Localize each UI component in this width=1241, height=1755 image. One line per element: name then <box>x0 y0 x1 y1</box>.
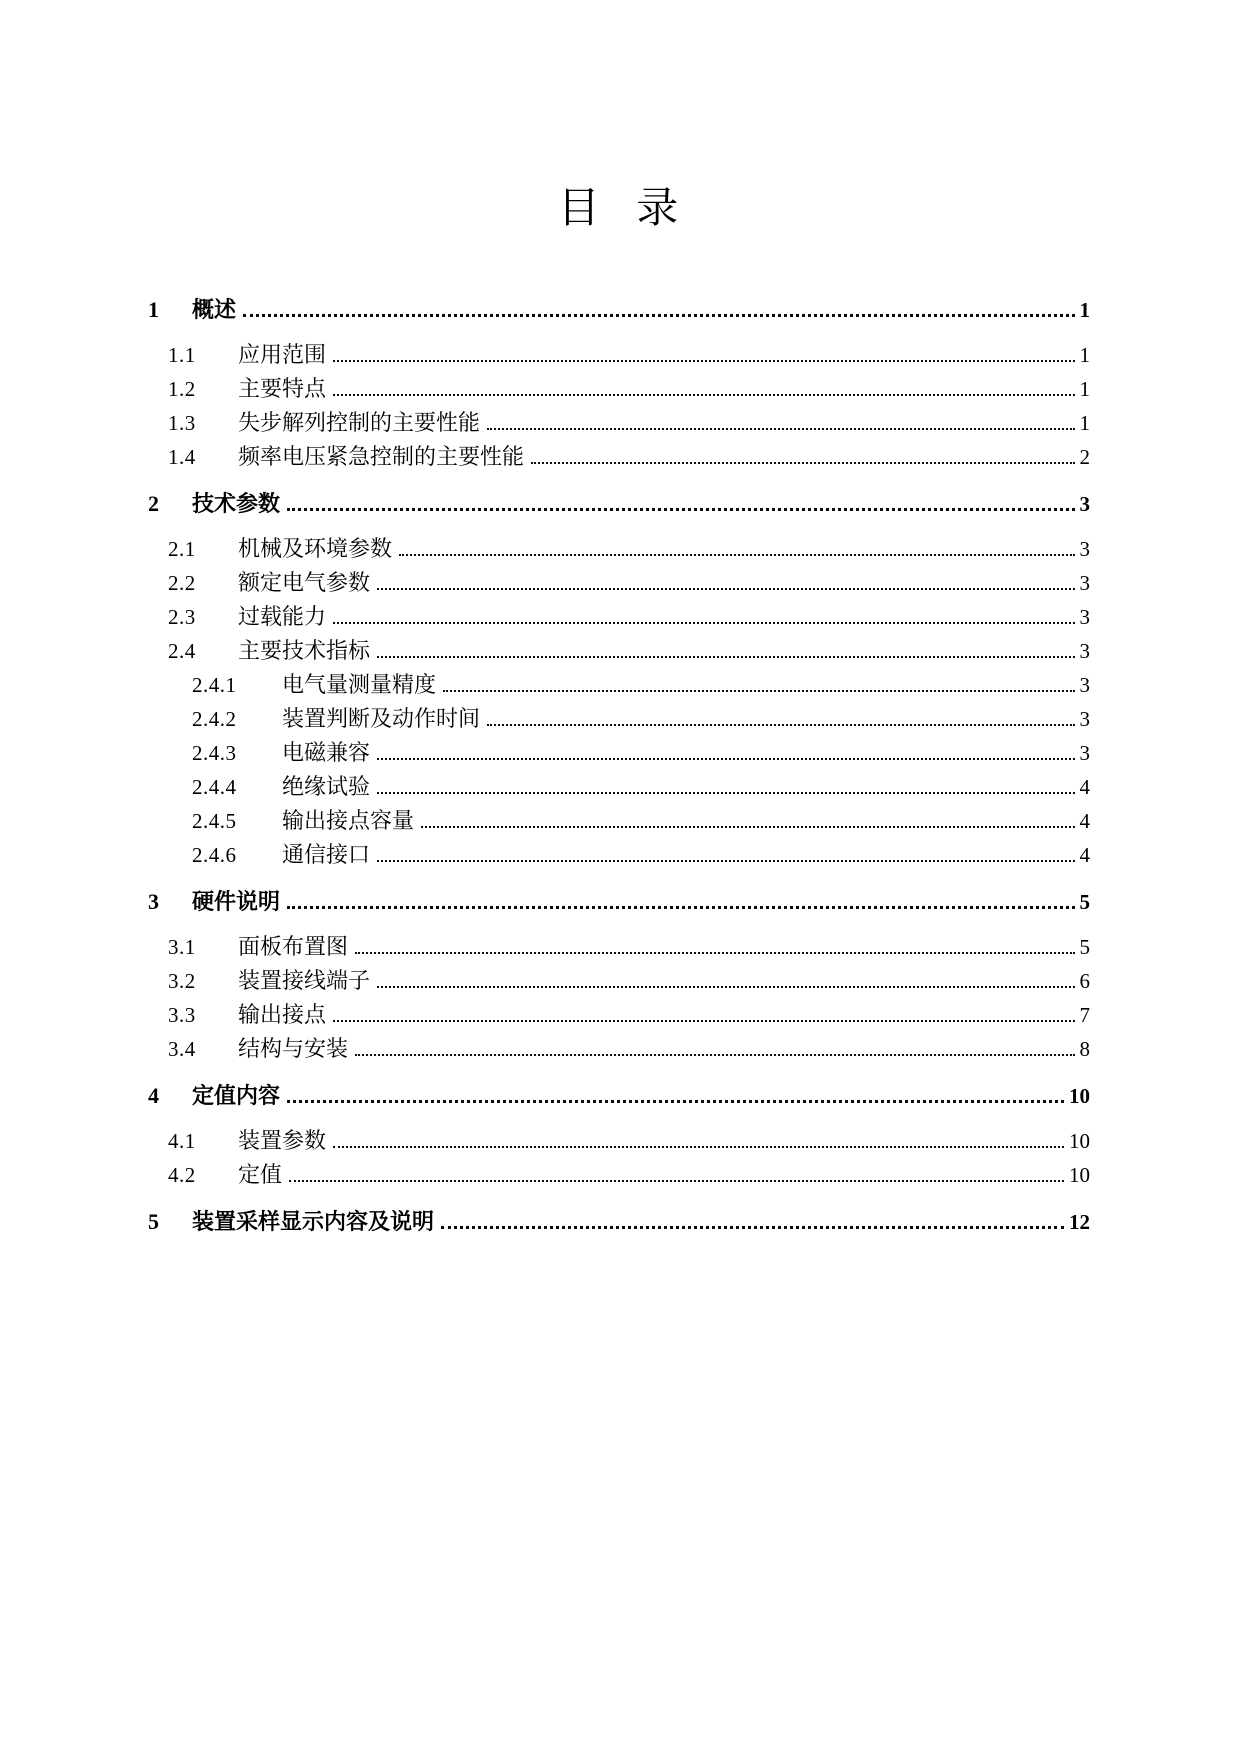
toc-entry-label: 装置判断及动作时间 <box>282 706 481 731</box>
toc-entry-page-number: 3 <box>1079 707 1090 731</box>
toc-entry-number: 2.4.2 <box>192 707 237 731</box>
dot-leader <box>243 314 1074 317</box>
toc-entry-page-number: 10 <box>1069 1084 1090 1108</box>
dot-leader <box>333 1146 1064 1148</box>
toc-entry-label: 装置采样显示内容及说明 <box>192 1209 435 1234</box>
toc-entry[interactable] <box>148 406 1090 440</box>
toc-entry-label: 机械及环境参数 <box>238 536 393 561</box>
dot-leader <box>487 428 1074 430</box>
dot-leader <box>441 1226 1064 1229</box>
toc-entry[interactable] <box>148 770 1090 804</box>
toc-entry-label: 装置接线端子 <box>238 968 371 993</box>
toc-entry-number: 2.4.6 <box>192 843 237 867</box>
toc-entry[interactable] <box>148 338 1090 372</box>
dot-leader <box>287 1100 1064 1103</box>
dot-leader <box>289 1180 1064 1182</box>
toc-entry-page-number: 10 <box>1069 1129 1090 1153</box>
toc-entry-label: 电磁兼容 <box>282 740 371 765</box>
toc-entry-label: 过载能力 <box>238 604 327 629</box>
toc-entry-label: 频率电压紧急控制的主要性能 <box>238 444 525 469</box>
toc-entry-number: 2.4.4 <box>192 775 237 799</box>
toc-entry-number: 4.1 <box>168 1129 196 1153</box>
toc-entry-page-number: 3 <box>1079 571 1090 595</box>
toc-entry[interactable] <box>148 1205 1090 1239</box>
toc-entry[interactable] <box>148 885 1090 919</box>
dot-leader <box>421 826 1074 828</box>
toc-entry-label: 应用范围 <box>238 342 327 367</box>
toc-entry-number: 2.4.3 <box>192 741 237 765</box>
toc-entry[interactable] <box>148 964 1090 998</box>
page-title: 目 录 <box>557 186 681 232</box>
toc-entry-number: 1.3 <box>168 411 196 435</box>
toc-entry-page-number: 8 <box>1079 1037 1090 1061</box>
table-of-contents <box>148 293 1090 1239</box>
toc-entry-number: 2.2 <box>168 571 196 595</box>
toc-entry[interactable] <box>148 668 1090 702</box>
toc-entry[interactable] <box>148 634 1090 668</box>
toc-entry[interactable] <box>148 702 1090 736</box>
toc-entry[interactable] <box>148 998 1090 1032</box>
toc-entry[interactable] <box>148 487 1090 521</box>
dot-leader <box>377 792 1074 794</box>
toc-entry-number: 4 <box>148 1083 160 1108</box>
toc-entry-number: 2.4.5 <box>192 809 237 833</box>
toc-entry-number: 3.3 <box>168 1003 196 1027</box>
toc-entry-number: 2.1 <box>168 537 196 561</box>
toc-entry-label: 通信接口 <box>282 842 371 867</box>
toc-entry-label: 输出接点容量 <box>282 808 415 833</box>
dot-leader <box>377 986 1074 988</box>
toc-entry-number: 3.4 <box>168 1037 196 1061</box>
toc-entry-label: 概述 <box>192 297 237 322</box>
toc-entry[interactable] <box>148 566 1090 600</box>
toc-entry[interactable] <box>148 1032 1090 1066</box>
toc-entry-number: 4.2 <box>168 1163 196 1187</box>
dot-leader <box>355 1054 1074 1056</box>
toc-entry[interactable] <box>148 1124 1090 1158</box>
toc-entry-label: 装置参数 <box>238 1128 327 1153</box>
dot-leader <box>443 690 1074 692</box>
dot-leader <box>287 508 1074 511</box>
toc-entry-label: 定值内容 <box>192 1083 281 1108</box>
dot-leader <box>531 462 1074 464</box>
toc-entry-label: 技术参数 <box>192 491 281 516</box>
toc-entry-label: 面板布置图 <box>238 934 349 959</box>
toc-entry-page-number: 5 <box>1079 890 1090 914</box>
toc-entry-page-number: 3 <box>1079 639 1090 663</box>
toc-entry-number: 2.3 <box>168 605 196 629</box>
dot-leader <box>377 588 1074 590</box>
toc-entry-page-number: 6 <box>1079 969 1090 993</box>
dot-leader <box>377 656 1074 658</box>
dot-leader <box>377 758 1074 760</box>
toc-entry[interactable] <box>148 736 1090 770</box>
toc-entry-number: 5 <box>148 1209 160 1234</box>
dot-leader <box>333 622 1074 624</box>
dot-leader <box>333 1020 1074 1022</box>
toc-entry-page-number: 12 <box>1069 1210 1090 1234</box>
dot-leader <box>487 724 1074 726</box>
toc-entry-page-number: 1 <box>1079 298 1090 322</box>
toc-entry-label: 输出接点 <box>238 1002 327 1027</box>
toc-entry-page-number: 3 <box>1079 492 1090 516</box>
dot-leader <box>333 360 1074 362</box>
toc-entry-number: 1.1 <box>168 343 196 367</box>
toc-entry-label: 电气量测量精度 <box>282 672 437 697</box>
toc-entry-page-number: 1 <box>1079 377 1090 401</box>
dot-leader <box>377 860 1074 862</box>
toc-entry[interactable] <box>148 440 1090 474</box>
toc-entry-page-number: 7 <box>1079 1003 1090 1027</box>
toc-entry-page-number: 3 <box>1079 741 1090 765</box>
toc-entry-number: 2.4.1 <box>192 673 237 697</box>
toc-entry-label: 主要特点 <box>238 376 327 401</box>
toc-entry-label: 绝缘试验 <box>282 774 371 799</box>
dot-leader <box>287 906 1074 909</box>
toc-entry-page-number: 4 <box>1079 809 1090 833</box>
toc-entry-label: 额定电气参数 <box>238 570 371 595</box>
toc-entry-label: 失步解列控制的主要性能 <box>238 410 481 435</box>
toc-entry-page-number: 3 <box>1079 605 1090 629</box>
toc-entry[interactable] <box>148 930 1090 964</box>
toc-entry-page-number: 5 <box>1079 935 1090 959</box>
toc-entry[interactable] <box>148 293 1090 327</box>
dot-leader <box>399 554 1074 556</box>
dot-leader <box>355 952 1074 954</box>
toc-entry-label: 主要技术指标 <box>238 638 371 663</box>
toc-entry-number: 1.4 <box>168 445 196 469</box>
toc-entry[interactable] <box>148 600 1090 634</box>
toc-entry[interactable] <box>148 838 1090 872</box>
toc-entry-page-number: 10 <box>1069 1163 1090 1187</box>
toc-entry-number: 2.4 <box>168 639 196 663</box>
toc-entry[interactable] <box>148 804 1090 838</box>
toc-entry-number: 3.1 <box>168 935 196 959</box>
toc-entry-label: 定值 <box>238 1162 283 1187</box>
toc-entry-number: 3 <box>148 889 160 914</box>
toc-entry-page-number: 4 <box>1079 775 1090 799</box>
toc-entry-page-number: 1 <box>1079 411 1090 435</box>
toc-entry-page-number: 2 <box>1079 445 1090 469</box>
dot-leader <box>333 394 1074 396</box>
toc-entry[interactable] <box>148 372 1090 406</box>
toc-entry-page-number: 1 <box>1079 343 1090 367</box>
toc-entry[interactable] <box>148 1158 1090 1192</box>
toc-entry[interactable] <box>148 532 1090 566</box>
toc-entry[interactable] <box>148 1079 1090 1113</box>
toc-entry-label: 硬件说明 <box>192 889 281 914</box>
toc-entry-page-number: 3 <box>1079 537 1090 561</box>
toc-entry-page-number: 4 <box>1079 843 1090 867</box>
toc-entry-number: 2 <box>148 491 160 516</box>
toc-entry-number: 3.2 <box>168 969 196 993</box>
toc-entry-page-number: 3 <box>1079 673 1090 697</box>
toc-entry-label: 结构与安装 <box>238 1036 349 1061</box>
toc-entry-number: 1.2 <box>168 377 196 401</box>
toc-entry-number: 1 <box>148 297 160 322</box>
